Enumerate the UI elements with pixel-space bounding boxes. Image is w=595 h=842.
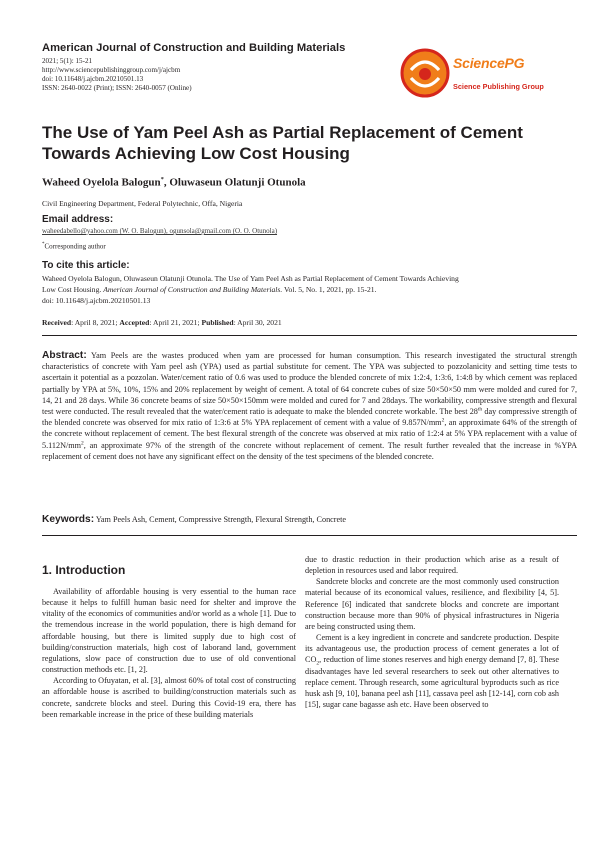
- header-doi[interactable]: doi: 10.11648/j.ajcbm.20210501.13: [42, 75, 144, 83]
- author-1: Waheed Oyelola Balogun: [42, 176, 161, 189]
- article-dates: [42, 318, 282, 327]
- email-addresses[interactable]: waheedabello@yahoo.com (W. O. Balogun), ogunsola@gmail.com (O. O. Otunola): [42, 227, 278, 235]
- intro-p4-text-1: Cement is a key ingredient in concrete and sandcrete production. Despite its advantageous use, the production process of cement generates a lot of CO: [305, 633, 559, 665]
- published-date: : April 30, 2021: [233, 318, 282, 327]
- logo-emblem-icon: [399, 48, 459, 98]
- accepted-label: Accepted: [119, 318, 150, 327]
- author-2: Oluwaseun Olatunji Otunola: [169, 176, 306, 189]
- citation-block: [42, 273, 562, 306]
- corresponding-note: [42, 240, 106, 251]
- column-left: [42, 586, 296, 720]
- citation-text: Low Cost Housing.: [42, 285, 104, 294]
- cite-heading: To cite this article:: [42, 260, 130, 271]
- abstract-sup-2a: 2: [441, 417, 445, 424]
- column-right: [305, 554, 559, 710]
- intro-paragraph-2: According to Ofuyatan, et al. [3], almost 60% of total cost of constructing an affordable house is ascribed to building/construction materials such as concrete, sandcrete blocks and steel. During this Covid-19 era, there has been remarkable increase in the price of these building materials: [42, 676, 296, 719]
- intro-p4-text-2: , reduction of lime stones reserves and high energy demand [7, 8]. These disadvantages have led several researchers to seek out other alternatives to replace cement. Through research, some agricultural byproducts such as rice husk ash [9, 10], banana peel ash [11], cassava peel ash [12-14], corn cob ash [15], sugar cane bagasse ash etc. Have been observed to: [305, 655, 559, 710]
- email-heading: Email address:: [42, 214, 114, 225]
- keywords-label: Keywords:: [42, 514, 95, 525]
- corr-text: Corresponding author: [44, 242, 106, 251]
- paper-title: The Use of Yam Peel Ash as Partial Replacement of Cement Towards Achieving Low Cost Housing: [42, 123, 523, 163]
- affiliation: Civil Engineering Department, Federal Polytechnic, Offa, Nigeria: [42, 199, 243, 208]
- issn: ISSN: 2640-0022 (Print); ISSN: 2640-0057 (Online): [42, 84, 192, 92]
- section-heading-introduction: 1. Introduction: [42, 563, 126, 577]
- author-separator: ,: [163, 176, 170, 189]
- journal-url[interactable]: http://www.sciencepublishinggroup.com/j/ajcbm: [42, 66, 181, 74]
- abstract-sup-2b: 2: [81, 439, 84, 446]
- logo-brand-text: SciencePG: [453, 55, 525, 71]
- divider-bottom: [42, 535, 577, 536]
- received-label: Received: [42, 318, 72, 327]
- keywords: [42, 514, 577, 525]
- corr-mark: *: [42, 242, 45, 247]
- authors: [42, 176, 306, 189]
- abstract-sup-th: th: [477, 406, 483, 413]
- citation-line-1: Waheed Oyelola Balogun, Oluwaseun Olatunji Otunola. The Use of Yam Peel Ash as Partial Replacement of Cement Towards Achieving: [42, 274, 459, 283]
- citation-journal: American Journal of Construction and Building Materials.: [103, 285, 283, 294]
- intro-paragraph-3: Sandcrete blocks and concrete are the most commonly used construction material because of its economical values, resilience, and flexibility [4, 5]. Reference [6] indicated that sandcrete blocks and concrete are important construction because more than 90% of physical infrastructures in Nigeria are being constructed using them.: [305, 577, 559, 631]
- abstract-text-2: day compressive strength of the blended concrete was observed for mix ratio of 1:3:6 at 5% YPA replacement of cement with a value of 9.857N/mm: [42, 407, 577, 428]
- citation-volume: Vol. 5, No. 1, 2021, pp. 15-21.: [282, 285, 377, 294]
- citation-doi[interactable]: doi: 10.11648/j.ajcbm.20210501.13: [42, 296, 151, 305]
- abstract-label: Abstract:: [42, 350, 87, 361]
- received-date: : April 8, 2021;: [71, 318, 120, 327]
- intro-paragraph-4: [305, 632, 559, 710]
- divider-top: [42, 335, 577, 336]
- keywords-text: Yam Peels Ash, Cement, Compressive Strength, Flexural Strength, Concrete: [94, 515, 347, 524]
- accepted-date: : April 21, 2021;: [149, 318, 202, 327]
- corresponding-mark: *: [160, 176, 164, 183]
- abstract-text-4: , an approximate 97% of the strength of the concrete without replacement of cement. The result further revealed that the increase in %YPA replacement of cement does not have any significant effect on the density of the test specimens of the blended concrete.: [42, 440, 577, 461]
- volume-pages: 2021; 5(1): 15-21: [42, 57, 93, 65]
- citation-line-2: [42, 284, 562, 295]
- co2-subscript: 2: [316, 661, 320, 668]
- logo-subtitle: Science Publishing Group: [453, 82, 544, 91]
- journal-name: American Journal of Construction and Building Materials: [42, 42, 346, 54]
- intro-paragraph-continued: due to drastic reduction in their production which arise as a result of depletion in resources used and labor required.: [305, 555, 559, 576]
- intro-paragraph-1: Availability of affordable housing is very essential to the human race because it helps to fulfill human basic need for shelter and improve the vitality of the economics of communities and/or world as a whole [1]. Due to the tremendous increase in the world population, there is high demand for affordable housing, but there is limited supply due to high cost of building/construction materials, high cost of laborand land, government regulations, slow pace of construction due to use of old conventional construction methods etc. [1, 2].: [42, 587, 296, 675]
- abstract-text-1: Yam Peels are the wastes produced when yam are processed for human consumption. This research investigated the structural strength characteristics of concrete with Yam peel ash (YPA) used as partial substitute for cement. The YPA was subjected to pozzolanicity and setting time tests to ascertain it potential as a pozzolan. Water/cement ratio of 0.6 was used to produce the blended concrete of mix 1:2:4, 1:3:6, 1:4:8 by which cement was replaced partially by YPA at 5%, 10%, 15% and 20% replacement by weight of cement. A total of 64 concrete cubes of size 50×50×50 mm were molded and cured for 7, 14, 21 and 28 days. While 36 concrete beams of size 50×50×150mm were molded and cured for 7 and 28days. The workability, compressive strength and flexural test were conducted. The result revealed that the water/cement ratio is adequate to make the blended concrete workable. The best 28: [42, 351, 577, 417]
- published-label: Published: [201, 318, 234, 327]
- abstract: [42, 350, 577, 462]
- abstract-text-3: , an approximate 64% of the strength of the concrete without replacement of cement. The best flexural strength of the concrete was observed at mix ratio of 1:2:4 at 5% YPA replacement with a value of 5.112N/mm: [42, 418, 577, 450]
